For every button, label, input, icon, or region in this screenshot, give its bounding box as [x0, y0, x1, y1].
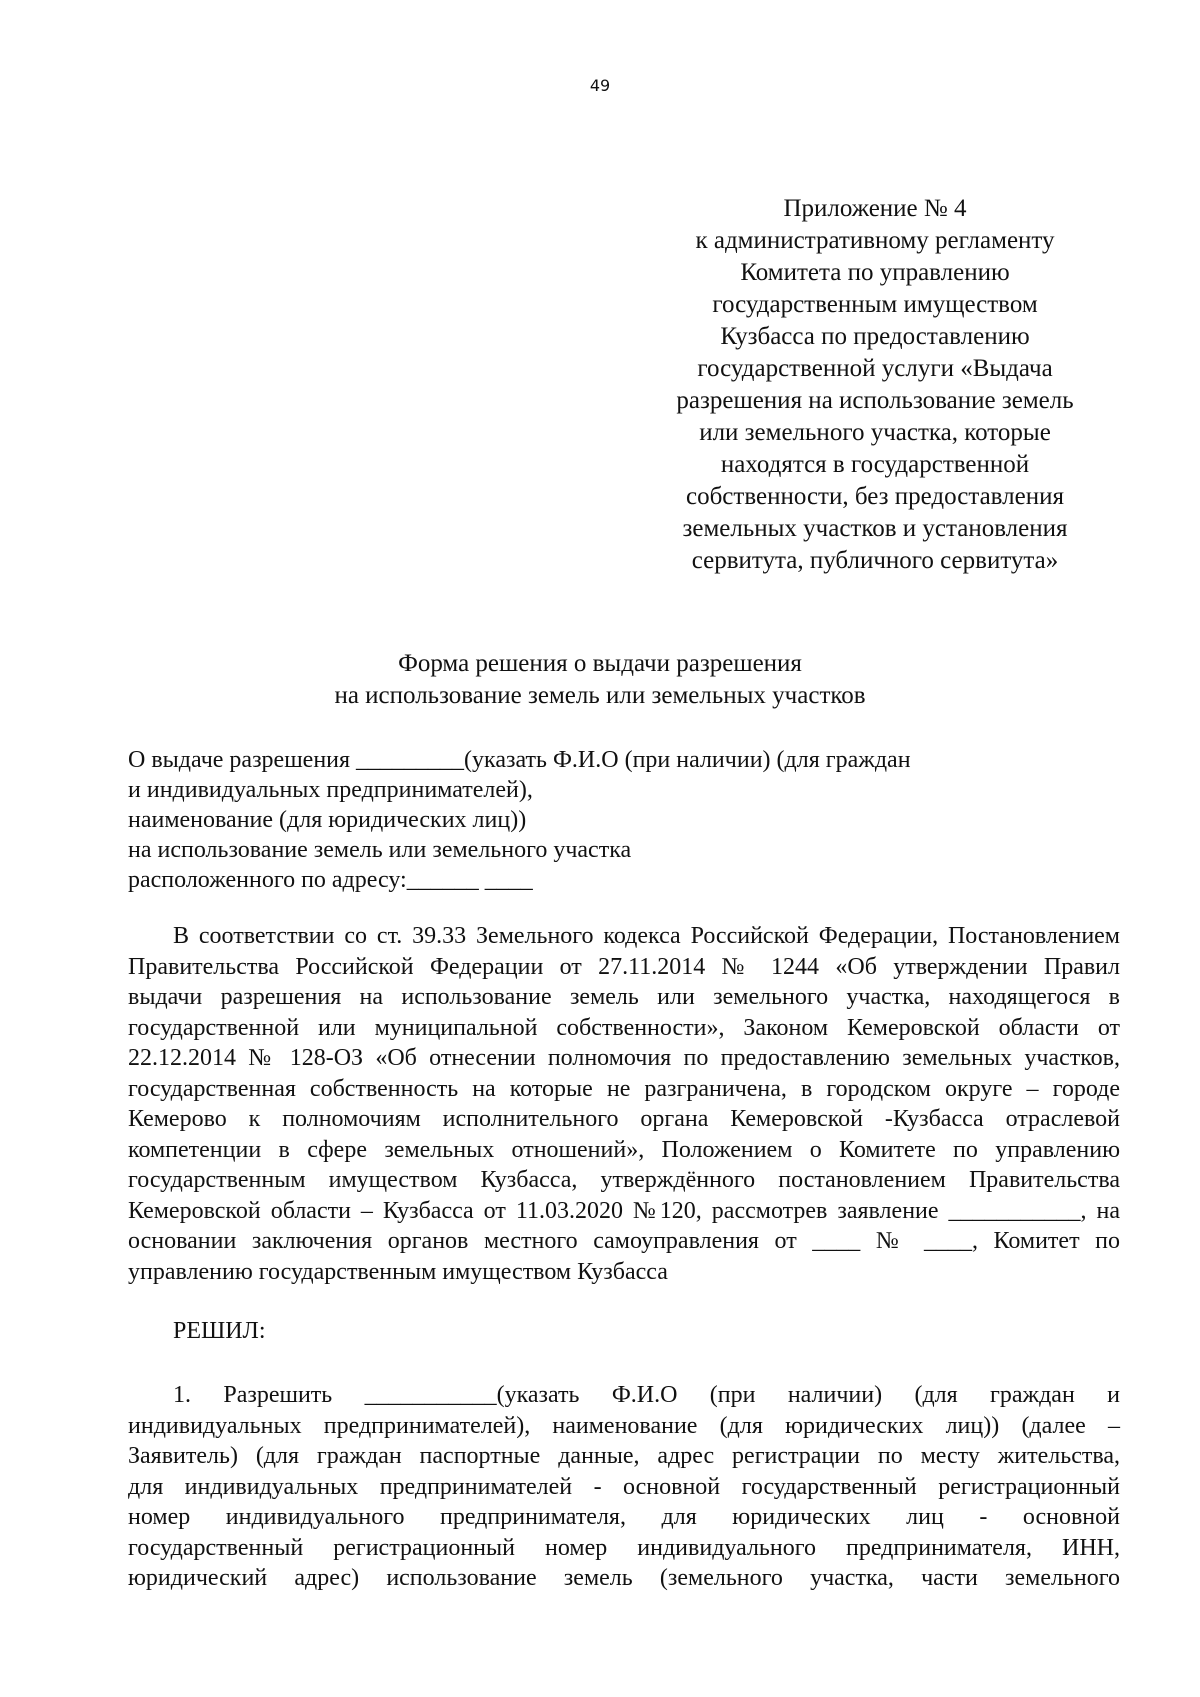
- paragraph-line: Кемеровской области – Кузбасса от 11.03.2020 №120, рассмотрев заявление ___________, на: [128, 1197, 1120, 1224]
- subject-block: [128, 745, 1128, 895]
- paragraph-line: основании заключения органов местного самоуправления от ____ № ____, Комитет по: [128, 1228, 1120, 1254]
- paragraph-line: Кемерово к полномочиям исполнительного органа Кемеровской -Кузбасса отраслевой: [128, 1106, 1120, 1132]
- appendix-header: [640, 193, 1110, 577]
- appendix-line: земельных участков и установления: [682, 515, 1068, 542]
- appendix-line: сервитута, публичного сервитута»: [691, 547, 1059, 574]
- appendix-line: собственности, без предоставления: [685, 483, 1064, 510]
- form-title-line: на использование земель или земельных участков: [334, 682, 866, 709]
- appendix-line: находятся в государственной: [720, 451, 1030, 478]
- paragraph-line: Правительства Российской Федерации от 27.11.2014 № 1244 «Об утверждении Правил: [128, 953, 1120, 980]
- paragraph-line: государственная собственность на которые не разграничена, в городском округе – городе: [128, 1075, 1120, 1102]
- paragraph-line: для индивидуальных предпринимателей - основной государственный регистрационный: [128, 1473, 1120, 1500]
- subject-line: на использование земель или земельного участка: [128, 837, 632, 863]
- appendix-line: Комитета по управлению: [740, 259, 1010, 286]
- paragraph-line: государственным имуществом Кузбасса, утверждённого постановлением Правительства: [128, 1167, 1120, 1193]
- subject-line: и индивидуальных предпринимателей),: [128, 777, 533, 803]
- appendix-line: к административному регламенту: [695, 227, 1055, 254]
- appendix-line: Приложение № 4: [783, 195, 967, 222]
- paragraph-line: 1. Разрешить ___________(указать Ф.И.О (при наличии) (для граждан и: [173, 1382, 1120, 1408]
- appendix-line: государственной услуги «Выдача: [697, 355, 1053, 382]
- paragraph-line: государственной или муниципальной собственности», Законом Кемеровской области от: [128, 1014, 1120, 1041]
- appendix-line: Кузбасса по предоставлению: [720, 323, 1030, 350]
- appendix-line: или земельного участка, которые: [699, 419, 1051, 446]
- appendix-line: государственным имуществом: [712, 291, 1038, 318]
- decided-heading: РЕШИЛ:: [173, 1318, 266, 1344]
- paragraph-legal-basis: [128, 921, 1120, 1287]
- appendix-line: разрешения на использование земель: [676, 387, 1074, 414]
- subject-line: наименование (для юридических лиц)): [128, 807, 527, 833]
- paragraph-line: компетенции в сфере земельных отношений», Положением о Комитете по управлению: [128, 1136, 1120, 1163]
- subject-line: расположенного по адресу:______ ____: [128, 867, 533, 893]
- paragraph-line: индивидуальных предпринимателей), наименование (для юридических лиц)) (далее –: [128, 1412, 1120, 1439]
- paragraph-line: номер индивидуального предпринимателя, для юридических лиц - основной: [128, 1504, 1120, 1530]
- paragraph-line: управлению государственным имуществом Кузбасса: [128, 1258, 668, 1285]
- paragraph-line: Заявитель) (для граждан паспортные данные, адрес регистрации по месту жительства,: [128, 1443, 1120, 1469]
- paragraph-line: В соответствии со ст. 39.33 Земельного кодекса Российской Федерации, Постановлением: [173, 923, 1120, 949]
- page-number: 49: [589, 76, 611, 95]
- form-title-line: Форма решения о выдачи разрешения: [398, 650, 802, 677]
- paragraph-item-1: [128, 1380, 1120, 1594]
- paragraph-line: юридический адрес) использование земель (земельного участка, части земельного: [128, 1565, 1120, 1591]
- paragraph-line: выдачи разрешения на использование земель или земельного участка, находящегося в: [128, 984, 1120, 1010]
- paragraph-line: государственный регистрационный номер индивидуального предпринимателя, ИНН,: [128, 1534, 1120, 1561]
- paragraph-line: 22.12.2014 № 128-ОЗ «Об отнесении полномочия по предоставлению земельных участков,: [128, 1045, 1120, 1071]
- subject-line: О выдаче разрешения _________(указать Ф.И.О (при наличии) (для граждан: [128, 747, 911, 773]
- form-title: [0, 648, 1200, 712]
